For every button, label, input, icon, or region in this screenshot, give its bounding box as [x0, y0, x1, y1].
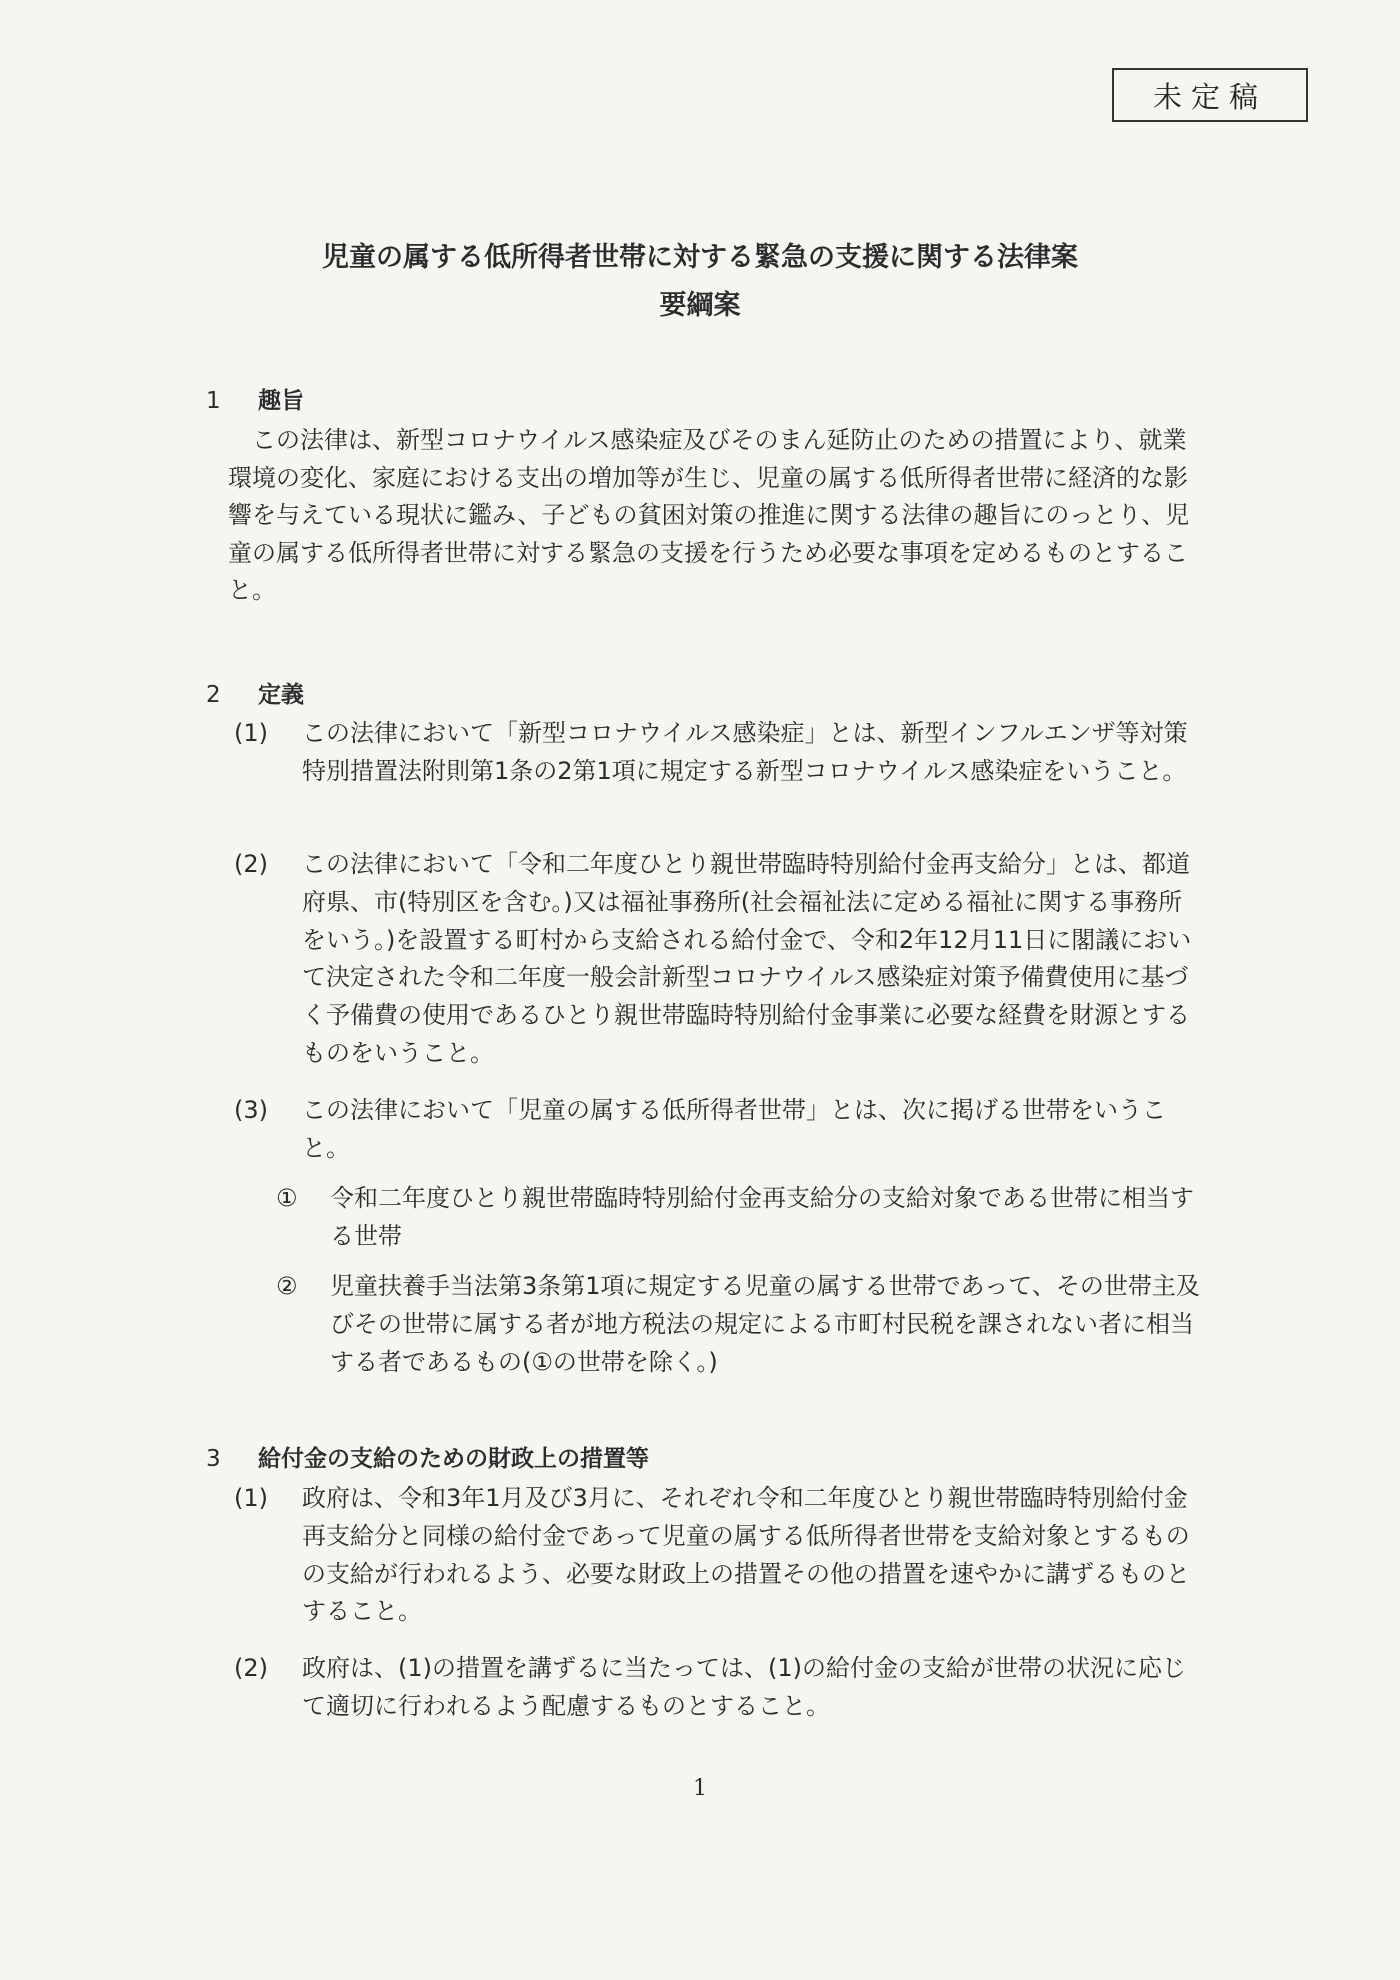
section-2-heading — [206, 676, 304, 714]
item-label: (2) — [234, 1654, 268, 1682]
item-text: 政府は、(1)の措置を講ずるに当たっては、(1)の給付金の支給が世帯の状況に応じて適切に行われるよう配慮するものとすること。 — [302, 1654, 1186, 1720]
subitem-label: ① — [276, 1184, 298, 1212]
definition-subitem-2 — [276, 1268, 1200, 1381]
item-text: この法律において「児童の属する低所得者世帯」とは、次に掲げる世帯をいうこと。 — [302, 1096, 1166, 1162]
definition-subitem-1 — [276, 1180, 1200, 1256]
definition-item-3 — [234, 1092, 1200, 1168]
page-number: 1 — [693, 1776, 707, 1801]
subitem-label: ② — [276, 1272, 298, 1300]
measure-item-2 — [234, 1650, 1200, 1726]
definition-item-2 — [234, 846, 1200, 1073]
title-line-2: 要綱案 — [659, 290, 741, 321]
document-title — [0, 234, 1400, 330]
item-text: この法律において「新型コロナウイルス感染症」とは、新型インフルエンザ等対策特別措置法附則第1条の2第1項に規定する新型コロナウイルス感染症をいうこと。 — [302, 719, 1188, 785]
draft-stamp: 未定稿 — [1112, 68, 1308, 122]
subitem-text: 令和二年度ひとり親世帯臨時特別給付金再支給分の支給対象である世帯に相当する世帯 — [330, 1184, 1194, 1250]
item-text: この法律において「令和二年度ひとり親世帯臨時特別給付金再支給分」とは、都道府県、市(特別区を含む。)又は福祉事務所(社会福祉法に定める福祉に関する事務所をいう。)を設置する町村から支給される給付金で、令和2年12月11日に閣議において決定された令和二年度一般会計新型コロナウイルス感染症対策予備費使用に基づく予備費の使用であるひとり親世帯臨時特別給付金事業に必要な経費を財源とするものをいうこと。 — [302, 850, 1192, 1067]
measure-item-1 — [234, 1480, 1200, 1631]
section-number: 2 — [206, 682, 221, 708]
section-1-heading — [206, 382, 304, 420]
item-label: (1) — [234, 1484, 268, 1512]
item-text: 政府は、令和3年1月及び3月に、それぞれ令和二年度ひとり親世帯臨時特別給付金再支給分と同様の給付金であって児童の属する低所得者世帯を支給対象とするものの支給が行われるよう、必要な財政上の措置その他の措置を速やかに講ずるものとすること。 — [302, 1484, 1190, 1626]
section-title: 給付金の支給のための財政上の措置等 — [258, 1446, 649, 1472]
section-title: 定義 — [258, 682, 304, 708]
item-label: (1) — [234, 719, 268, 747]
section-title: 趣旨 — [258, 388, 304, 414]
title-line-1: 児童の属する低所得者世帯に対する緊急の支援に関する法律案 — [322, 242, 1078, 273]
item-label: (2) — [234, 850, 268, 878]
subitem-text: 児童扶養手当法第3条第1項に規定する児童の属する世帯であって、その世帯主及びその世帯に属する者が地方税法の規定による市町村民税を課されない者に相当する者であるもの(①の世帯を除く。) — [330, 1272, 1200, 1376]
section-number: 3 — [206, 1446, 221, 1472]
item-label: (3) — [234, 1096, 268, 1124]
definition-item-1 — [234, 715, 1200, 791]
section-1-paragraph: この法律は、新型コロナウイルス感染症及びそのまん延防止のための措置により、就業環境の変化、家庭における支出の増加等が生じ、児童の属する低所得者世帯に経済的な影響を与えている現状に鑑み、子どもの貧困対策の推進に関する法律の趣旨にのっとり、児童の属する低所得者世帯に対する緊急の支援を行うため必要な事項を定めるものとすること。 — [228, 426, 1190, 604]
section-number: 1 — [206, 388, 221, 414]
section-3-heading — [206, 1440, 649, 1478]
